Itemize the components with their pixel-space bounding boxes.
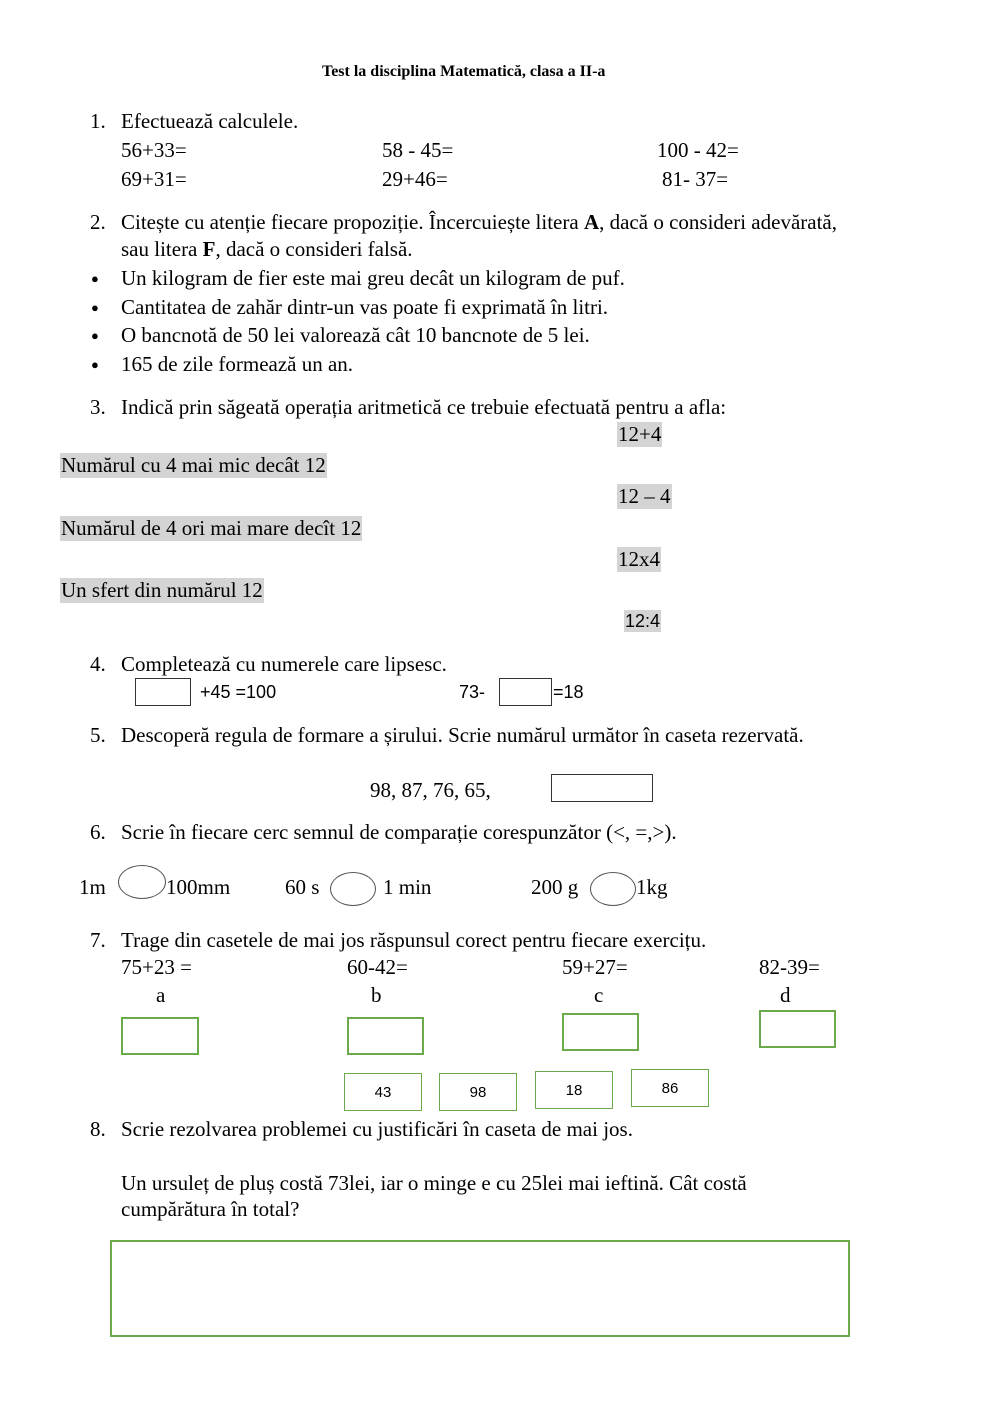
q1-op-2: 58 - 45= [382, 138, 454, 162]
q2-statement-4: 165 de zile formează un an. [121, 352, 354, 376]
q7-drop-zone-d[interactable] [759, 1010, 836, 1048]
q4-expression-2-end: =18 [553, 682, 584, 702]
q2-letter-a: A [583, 210, 600, 234]
q2-instruction-line2 [121, 239, 413, 260]
q3-description-3[interactable]: Un sfert din numărul 12 [61, 578, 263, 602]
q7-exercise-c: 59+27= [562, 955, 628, 979]
bullet-icon: ● [91, 357, 99, 372]
q2-statement-1: Un kilogram de fier este mai greu decât un kilogram de puf. [121, 266, 625, 290]
q8-problem-line2: cumpărătura în total? [121, 1197, 300, 1221]
q2-statement-3: O bancnotă de 50 lei valorează cât 10 bancnote de 5 lei. [121, 323, 590, 347]
bullet-icon: ● [91, 271, 99, 286]
q7-label-a: a [156, 983, 166, 1007]
q1-op-5: 29+46= [382, 167, 448, 191]
q4-number: 4. [90, 652, 106, 676]
q6-pair2-right: 1 min [383, 875, 432, 899]
q6-instruction: Scrie în fiecare cerc semnul de comparație corespunzător (<, =,>). [121, 820, 677, 844]
q3-operation-4[interactable]: 12:4 [625, 611, 661, 631]
q5-answer-input[interactable] [551, 774, 653, 802]
q3-description-1[interactable]: Numărul cu 4 mai mic decât 12 [61, 453, 326, 477]
q6-number: 6. [90, 820, 106, 844]
q4-answer-input-1[interactable] [135, 678, 191, 706]
q7-label-c: c [594, 983, 604, 1007]
q3-operation-3[interactable]: 12x4 [618, 547, 660, 571]
q7-label-d: d [780, 983, 791, 1007]
q3-instruction: Indică prin săgeată operația aritmetică ce trebuie efectuată pentru a afla: [121, 395, 727, 419]
q4-expression-1: +45 =100 [200, 682, 277, 702]
q3-operation-1[interactable]: 12+4 [618, 422, 662, 446]
q2-instruction-line1 [121, 212, 837, 233]
q7-exercise-d: 82-39= [759, 955, 820, 979]
q7-drop-zone-b[interactable] [347, 1017, 424, 1055]
q1-number: 1. [90, 109, 106, 133]
q2-letter-f: F [202, 237, 216, 261]
q6-pair1-left: 1m [79, 875, 106, 899]
q2-line1-part2: , dacă o consideri adevărată, [599, 210, 837, 234]
bullet-icon: ● [91, 328, 99, 343]
q6-pair2-left: 60 s [285, 875, 320, 899]
q7-label-b: b [371, 983, 382, 1007]
q1-op-6: 81- 37= [662, 167, 729, 191]
q2-line1-part1: Citește cu atenție fiecare propoziție. Încercuiește litera [121, 210, 584, 234]
q1-instruction: Efectuează calculele. [121, 109, 299, 133]
q5-sequence: 98, 87, 76, 65, [370, 778, 491, 802]
q7-instruction: Trage din casetele de mai jos răspunsul corect pentru fiecare exercițu. [121, 928, 707, 952]
q5-number: 5. [90, 723, 106, 747]
q4-expression-2-start: 73- [459, 682, 486, 702]
q5-instruction: Descoperă regula de formare a șirului. Scrie numărul următor în caseta rezervată. [121, 723, 804, 747]
q8-solution-box[interactable] [110, 1240, 850, 1337]
q3-number: 3. [90, 395, 106, 419]
q1-op-4: 69+31= [121, 167, 187, 191]
q2-line2-part1: sau litera [121, 237, 203, 261]
q3-operation-2[interactable]: 12 – 4 [618, 484, 671, 508]
q2-number: 2. [90, 210, 106, 234]
page-title: Test la disciplina Matematică, clasa a II-a [322, 63, 606, 80]
q3-description-2[interactable]: Numărul de 4 ori mai mare decît 12 [61, 516, 362, 540]
q7-drop-zone-c[interactable] [562, 1013, 639, 1051]
q7-exercise-b: 60-42= [347, 955, 408, 979]
q6-pair3-left: 200 g [531, 875, 579, 899]
q7-answer-tile[interactable]: 86 [631, 1069, 709, 1107]
q4-instruction: Completează cu numerele care lipsesc. [121, 652, 447, 676]
q7-answer-tile[interactable]: 98 [439, 1073, 517, 1111]
bullet-icon: ● [91, 300, 99, 315]
q6-compare-circle-3[interactable] [590, 872, 636, 906]
q2-statement-2: Cantitatea de zahăr dintr-un vas poate fi exprimată în litri. [121, 295, 609, 319]
q7-drop-zone-a[interactable] [121, 1017, 199, 1055]
q1-op-1: 56+33= [121, 138, 187, 162]
q8-problem-line1: Un ursuleț de pluș costă 73lei, iar o minge e cu 25lei mai ieftină. Cât costă [121, 1171, 747, 1195]
q7-answer-tile[interactable]: 18 [535, 1071, 613, 1109]
q1-op-3: 100 - 42= [657, 138, 739, 162]
q4-answer-input-2[interactable] [499, 678, 552, 706]
q7-answer-tile[interactable]: 43 [344, 1073, 422, 1111]
q7-exercise-a: 75+23 = [121, 955, 192, 979]
q2-line2-part2: , dacă o consideri falsă. [215, 237, 413, 261]
q8-number: 8. [90, 1117, 106, 1141]
q6-compare-circle-1[interactable] [118, 865, 166, 899]
q6-pair1-right: 100mm [166, 875, 231, 899]
q6-pair3-right: 1kg [636, 875, 668, 899]
q8-instruction: Scrie rezolvarea problemei cu justificări în caseta de mai jos. [121, 1117, 633, 1141]
q6-compare-circle-2[interactable] [330, 872, 376, 906]
q7-number: 7. [90, 928, 106, 952]
